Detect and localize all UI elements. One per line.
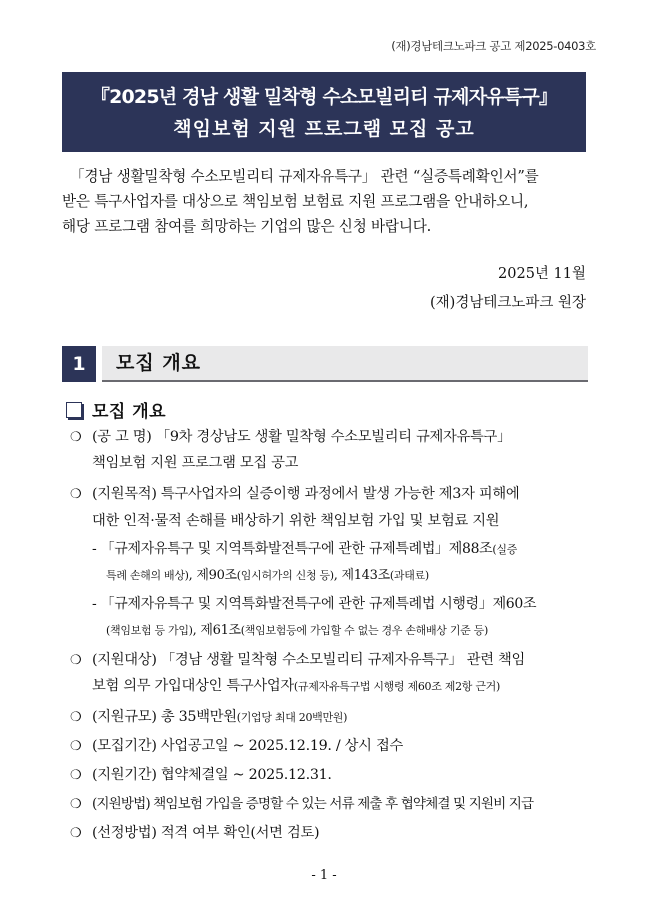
list-item-selection xyxy=(70,821,319,846)
section-number: 1 xyxy=(62,346,96,382)
sub-item-text: , 제90조 xyxy=(188,568,237,583)
sub-item-note: (책임보험등에 가입할 수 없는 경우 손해배상 기준 등) xyxy=(240,624,489,637)
item-text: (선정방법) 적격 여부 확인(서면 검토) xyxy=(92,825,320,841)
sub-item-note: (책임보험 등 가입) xyxy=(106,624,193,637)
circle-bullet-icon: ❍ xyxy=(70,430,82,445)
list-item-method xyxy=(70,792,533,817)
circle-bullet-icon: ❍ xyxy=(70,739,82,754)
intro-line-2: 받은 특구사업자를 대상으로 책임보험 보험료 지원 프로그램을 안내하오니, xyxy=(62,193,529,210)
circle-bullet-icon: ❍ xyxy=(70,826,82,841)
sub-item-note: (임시허가의 신청 등) xyxy=(236,569,334,582)
item-text: (지원방법) 책임보험 가입을 증명할 수 있는 서류 제출 후 협약체결 및 지원비 지급 xyxy=(92,796,534,812)
intro-paragraph xyxy=(62,164,588,239)
list-item-scale xyxy=(70,705,347,730)
sub-item-note: (실증 xyxy=(492,543,518,556)
item-text: (지원기간) 협약체결일 ~ 2025.12.31. xyxy=(92,767,332,783)
dash-bullet-icon: - xyxy=(92,596,97,612)
section-header xyxy=(62,346,588,382)
item-note: (규제자유특구법 시행령 제60조 제2항 근거) xyxy=(293,680,500,693)
sub-item-law-2-cont xyxy=(106,618,488,643)
list-item-name xyxy=(70,425,511,450)
item-text: 보험 의무 가입대상인 특구사업자 xyxy=(92,678,294,694)
circle-bullet-icon: ❍ xyxy=(70,487,82,502)
subsection-header xyxy=(66,397,166,422)
subsection-title: 모집 개요 xyxy=(92,402,167,422)
checkbox-square-icon xyxy=(66,402,82,418)
signature: (재)경남테크노파크 원장 xyxy=(430,295,586,311)
list-item-name-cont: 책임보험 지원 프로그램 모집 공고 xyxy=(92,455,299,471)
sub-item-text: 「규제자유특구 및 지역특화발전특구에 관한 규제특례법 시행령」제60조 xyxy=(100,596,537,612)
section-title-bar xyxy=(102,346,588,382)
item-text: (지원규모) 총 35백만원 xyxy=(92,709,237,725)
dash-bullet-icon: - xyxy=(92,541,97,557)
list-item-target xyxy=(70,648,525,673)
section-title: 모집 개요 xyxy=(116,352,202,374)
sub-item-note: 특례 손해의 배상) xyxy=(106,569,189,582)
sub-item-text: , 제143조 xyxy=(333,568,390,583)
sub-item-law-1-cont xyxy=(106,563,429,588)
sub-item-law-1 xyxy=(92,537,517,562)
sub-item-text: , 제61조 xyxy=(192,623,241,638)
sub-item-note: (과태료) xyxy=(389,569,429,582)
item-text: (공 고 명) 「9차 경상남도 생활 밀착형 수소모빌리티 규제자유특구」 xyxy=(92,429,512,445)
title-line-1: 『2025년 경남 생활 밀착형 수소모빌리티 규제자유특구』 xyxy=(90,86,558,108)
circle-bullet-icon: ❍ xyxy=(70,768,82,783)
title-banner xyxy=(62,72,586,152)
announcement-date: 2025년 11월 xyxy=(498,266,586,282)
item-text: (지원목적) 특구사업자의 실증이행 과정에서 발생 가능한 제3자 피해에 xyxy=(92,486,520,502)
circle-bullet-icon: ❍ xyxy=(70,710,82,725)
page-number: - 1 - xyxy=(311,868,337,883)
circle-bullet-icon: ❍ xyxy=(70,653,82,668)
list-item-target-cont xyxy=(92,674,500,699)
list-item-purpose xyxy=(70,482,519,507)
notice-number: (재)경남테크노파크 공고 제2025-0403호 xyxy=(391,39,596,53)
item-note: (기업당 최대 20백만원) xyxy=(236,711,348,724)
sub-item-law-2 xyxy=(92,592,536,617)
item-text: (지원대상) 「경남 생활 밀착형 수소모빌리티 규제자유특구」 관련 책임 xyxy=(92,652,526,668)
intro-line-1: 「경남 생활밀착형 수소모빌리티 규제자유특구」 관련 “실증특례확인서”를 xyxy=(70,168,539,185)
item-text: (모집기간) 사업공고일 ~ 2025.12.19. / 상시 접수 xyxy=(92,738,403,754)
sub-item-text: 「규제자유특구 및 지역특화발전특구에 관한 규제특례법」제88조 xyxy=(100,541,493,557)
intro-line-3: 해당 프로그램 참여를 희망하는 기업의 많은 신청 바랍니다. xyxy=(62,218,432,235)
list-item-purpose-cont: 대한 인적·물적 손해를 배상하기 위한 책임보험 가입 및 보험료 지원 xyxy=(92,513,500,529)
circle-bullet-icon: ❍ xyxy=(70,797,81,812)
list-item-recruit-period xyxy=(70,734,403,759)
title-line-2: 책임보험 지원 프로그램 모집 공고 xyxy=(173,118,475,140)
list-item-support-period xyxy=(70,763,332,788)
